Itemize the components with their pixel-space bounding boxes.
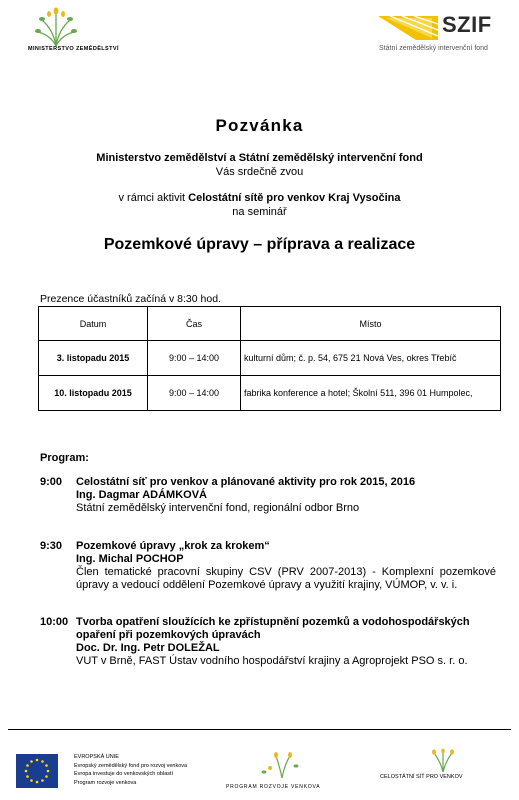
header-time: Čas bbox=[148, 307, 241, 341]
eu-line: Program rozvoje venkova bbox=[74, 779, 137, 786]
row-time: 9:00 – 14:00 bbox=[148, 341, 241, 376]
eu-flag-icon bbox=[16, 754, 58, 788]
program-item-speaker: Doc. Dr. Ing. Petr DOLEŽAL bbox=[76, 642, 220, 654]
rural-development-program-logo bbox=[236, 748, 328, 782]
row-date: 3. listopadu 2015 bbox=[39, 341, 148, 376]
frame-prefix: v rámci aktivit bbox=[118, 192, 189, 204]
seminar-line: na seminář bbox=[232, 206, 287, 218]
row-place: fabrika konference a hotel; Školní 511, 396 01 Humpolec, bbox=[241, 376, 501, 411]
program-label: PROGRAM ROZVOJE VENKOVA bbox=[226, 784, 321, 790]
program-item-speaker: Ing. Michal POCHOP bbox=[76, 553, 184, 565]
footer-divider bbox=[8, 729, 511, 730]
frame-line bbox=[0, 192, 519, 204]
ministry-label: MINISTERSTVO ZEMĚDĚLSTVÍ bbox=[28, 46, 119, 52]
network-label: CELOSTÁTNÍ SÍŤ PRO VENKOV bbox=[380, 774, 463, 780]
national-rural-network-logo bbox=[388, 748, 498, 774]
header-date: Datum bbox=[39, 307, 148, 341]
szif-name: SZIF bbox=[442, 12, 492, 37]
program-time: 9:00 bbox=[40, 476, 63, 488]
eu-line: EVROPSKÁ UNIE bbox=[74, 754, 119, 760]
program-item-description: Člen tematické pracovní skupiny CSV (PRV 2007-2013) - Komplexní pozemkové úpravy a vedoucí oddělení Pozemkové úpravy a využití krajiny, VÚMOP, v. v. i. bbox=[76, 566, 496, 591]
invitation-title: Pozvánka bbox=[215, 116, 304, 135]
eu-text-block bbox=[74, 753, 187, 787]
program-item bbox=[76, 540, 496, 592]
row-date: 10. listopadu 2015 bbox=[39, 376, 148, 411]
table-row bbox=[39, 376, 501, 411]
seminar-title: Pozemkové úpravy – příprava a realizace bbox=[103, 236, 416, 253]
program-item bbox=[76, 476, 496, 515]
table-row bbox=[39, 341, 501, 376]
program-item-title: Pozemkové úpravy „krok za krokem“ bbox=[76, 540, 270, 552]
program-item-speaker: Ing. Dagmar ADÁMKOVÁ bbox=[76, 489, 207, 501]
row-place: kulturní dům; č. p. 54, 675 21 Nová Ves, okres Třebíč bbox=[241, 341, 501, 376]
program-heading: Program: bbox=[40, 452, 89, 464]
szif-subtitle: Státní zemědělský intervenční fond bbox=[379, 45, 488, 52]
schedule-table bbox=[38, 306, 501, 411]
program-item-title: Tvorba opatření sloužících ke zpřístupnění pozemků a vodohospodářských opaření při pozemkových úpravách bbox=[76, 616, 470, 641]
program-time: 9:30 bbox=[40, 540, 63, 552]
invite-line: Vás srdečně zvou bbox=[215, 166, 304, 178]
presence-note: Prezence účastníků začíná v 8:30 hod. bbox=[40, 293, 221, 305]
program-item bbox=[76, 616, 496, 668]
program-time: 10:00 bbox=[40, 616, 69, 628]
row-time: 9:00 – 14:00 bbox=[148, 376, 241, 411]
organizers: Ministerstvo zemědělství a Státní zemědělský intervenční fond bbox=[96, 152, 423, 164]
table-header-row bbox=[39, 307, 501, 341]
header-place: Místo bbox=[241, 307, 501, 341]
program-item-description: VUT v Brně, FAST Ústav vodního hospodářství krajiny a Agroprojekt PSO s. r. o. bbox=[76, 655, 468, 667]
network-name: Celostátní sítě pro venkov Kraj Vysočina bbox=[188, 192, 401, 204]
program-item-title: Celostátní síť pro venkov a plánované aktivity pro rok 2015, 2016 bbox=[76, 476, 416, 488]
eu-line: Evropský zemědělský fond pro rozvoj venkova bbox=[74, 762, 188, 769]
program-item-description: Státní zemědělský intervenční fond, regionální odbor Brno bbox=[76, 502, 360, 514]
eu-line: Evropa investuje do venkovských oblastí bbox=[74, 771, 174, 778]
